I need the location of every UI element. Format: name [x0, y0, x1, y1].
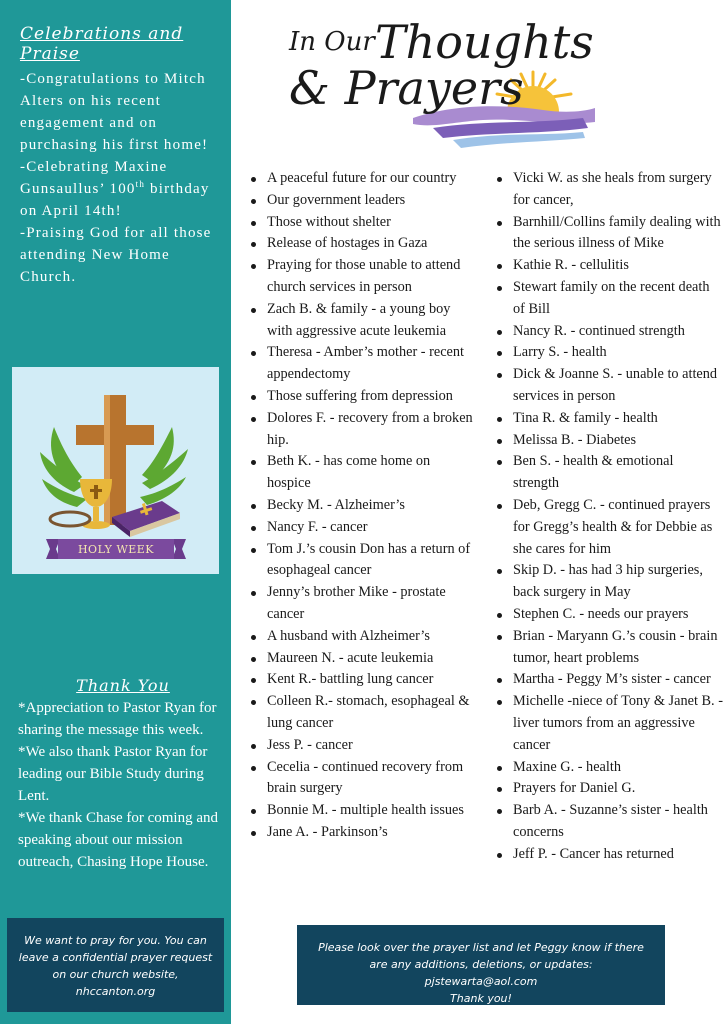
celebrations-heading: Celebrations and Praise — [20, 24, 184, 64]
prayer-request-box: We want to pray for you. You can leave a confidential prayer request on our church website, nhccanton.org — [7, 918, 224, 1012]
prayer-list-item: Dolores F. - recovery from a broken hip. — [237, 408, 477, 452]
prayer-list-item: Deb, Gregg C. - continued prayers for Gregg’s health & for Debbie as she cares for him — [483, 495, 723, 560]
prayer-list-item: Theresa - Amber’s mother - recent appendectomy — [237, 342, 477, 386]
prayer-list-item: Kathie R. - cellulitis — [483, 255, 723, 277]
prayer-list-item: Michelle -niece of Tony & Janet B. - liver tumors from an aggressive cancer — [483, 691, 723, 756]
prayer-list-item: Jenny’s brother Mike - prostate cancer — [237, 582, 477, 626]
celebration-item: -Congratulations to Mitch Alters on his recent engagement and on purchasing his first home! — [20, 71, 209, 153]
thank-you-text — [18, 697, 228, 873]
prayer-list-item: Becky M. - Alzheimer’s — [237, 495, 477, 517]
header-line-1: In Our — [289, 27, 375, 57]
notice-text: Please look over the prayer list and let Peggy know if there are any additions, deletions, or updates: pjstewarta@aol.com — [318, 941, 644, 988]
prayer-list-item: Melissa B. - Diabetes — [483, 430, 723, 452]
prayer-list-item: Prayers for Daniel G. — [483, 778, 723, 800]
prayer-list-item: Those without shelter — [237, 212, 477, 234]
prayer-list-item: Colleen R.- stomach, esophageal & lung cancer — [237, 691, 477, 735]
prayer-list-item: Beth K. - has come home on hospice — [237, 451, 477, 495]
prayer-list-item: Brian - Maryann G.’s cousin - brain tumor, heart problems — [483, 626, 723, 670]
sidebar — [0, 0, 231, 1024]
prayer-list-item: Tom J.’s cousin Don has a return of esophageal cancer — [237, 539, 477, 583]
celebration-item: -Celebrating Maxine Gunsaullus’ 100th birthday on April 14th! — [20, 159, 210, 219]
prayer-list-item: Martha - Peggy M’s sister - cancer — [483, 669, 723, 691]
prayer-list-item: Larry S. - health — [483, 342, 723, 364]
prayer-list-item: Vicki W. as she heals from surgery for cancer, — [483, 168, 723, 212]
holy-week-image — [12, 367, 219, 574]
prayer-list-item: Barb A. - Suzanne’s sister - health concerns — [483, 800, 723, 844]
thank-you-item: *We thank Chase for coming and speaking about our mission outreach, Chasing Hope House. — [18, 810, 218, 870]
sunrise-icon — [283, 0, 595, 160]
holy-week-label: HOLY WEEK — [77, 543, 155, 556]
prayer-list-item: Nancy F. - cancer — [237, 517, 477, 539]
prayer-list-notice — [297, 925, 665, 1005]
prayer-list-item: Release of hostages in Gaza — [237, 233, 477, 255]
prayer-list-item: Praying for those unable to attend church services in person — [237, 255, 477, 299]
prayer-list-item: Tina R. & family - health — [483, 408, 723, 430]
prayer-list-item: Skip D. - has had 3 hip surgeries, back surgery in May — [483, 560, 723, 604]
prayer-list-item: A husband with Alzheimer’s — [237, 626, 477, 648]
celebrations-text — [20, 68, 220, 288]
prayer-list-item: Stephen C. - needs our prayers — [483, 604, 723, 626]
prayer-list-right — [483, 168, 723, 866]
prayer-list-left — [237, 168, 477, 844]
prayer-list-item: Jess P. - cancer — [237, 735, 477, 757]
prayer-list-item: Jeff P. - Cancer has returned — [483, 844, 723, 866]
thank-you-heading: Thank You — [76, 676, 170, 695]
prayer-list-item: Zach B. & family - a young boy with aggressive acute leukemia — [237, 299, 477, 343]
notice-thanks: Thank you! — [450, 992, 512, 1005]
thoughts-and-prayers-header — [283, 0, 595, 160]
thank-you-item: *We also thank Pastor Ryan for leading our Bible Study during Lent. — [18, 744, 208, 804]
prayer-list-item: Ben S. - health & emotional strength — [483, 451, 723, 495]
holy-week-cross-icon — [12, 367, 219, 574]
prayer-list-item: Cecelia - continued recovery from brain surgery — [237, 757, 477, 801]
prayer-list-item: Jane A. - Parkinson’s — [237, 822, 477, 844]
prayer-list-item: Stewart family on the recent death of Bill — [483, 277, 723, 321]
header-line-2: Thoughts — [375, 15, 594, 69]
celebration-item: -Praising God for all those attending New Home Church. — [20, 225, 212, 285]
prayer-list-item: Maureen N. - acute leukemia — [237, 648, 477, 670]
prayer-list-item: Maxine G. - health — [483, 757, 723, 779]
thank-you-item: *Appreciation to Pastor Ryan for sharing the message this week. — [18, 700, 217, 738]
prayer-list-item: Barnhill/Collins family dealing with the serious illness of Mike — [483, 212, 723, 256]
prayer-list-item: Kent R.- battling lung cancer — [237, 669, 477, 691]
prayer-list-item: Dick & Joanne S. - unable to attend services in person — [483, 364, 723, 408]
celebrations-section — [20, 24, 220, 288]
thank-you-section — [18, 676, 228, 873]
prayer-list-item: Bonnie M. - multiple health issues — [237, 800, 477, 822]
prayer-list-item: Nancy R. - continued strength — [483, 321, 723, 343]
prayer-list-item: Those suffering from depression — [237, 386, 477, 408]
header-line-3: & Prayers — [289, 61, 524, 115]
prayer-list-item: Our government leaders — [237, 190, 477, 212]
prayer-list-item: A peaceful future for our country — [237, 168, 477, 190]
